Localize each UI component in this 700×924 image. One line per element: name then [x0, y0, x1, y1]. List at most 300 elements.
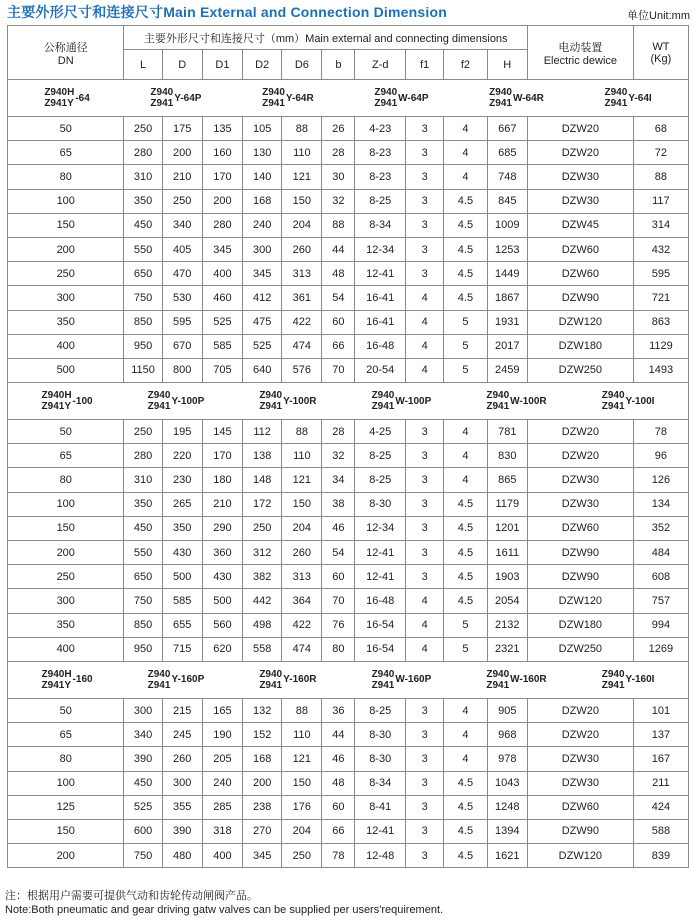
table-cell: 750 [124, 589, 162, 613]
table-cell: 412 [243, 286, 282, 310]
table-cell: 138 [243, 444, 282, 468]
table-row [8, 747, 689, 771]
table-row [8, 795, 689, 819]
table-cell: 3 [406, 468, 444, 492]
table-cell: 313 [282, 262, 322, 286]
table-cell: 117 [633, 189, 688, 213]
model-label: Z940 Z941 W-160P [371, 668, 432, 691]
table-cell: 3 [406, 565, 444, 589]
table-cell: 4.5 [444, 516, 487, 540]
table-row [8, 565, 689, 589]
table-cell: 845 [487, 189, 527, 213]
table-cell: 474 [282, 334, 322, 358]
table-row [8, 589, 689, 613]
table-cell: DZW30 [527, 165, 633, 189]
table-cell: DZW30 [527, 771, 633, 795]
table-cell: 8-25 [355, 444, 406, 468]
table-cell: 168 [243, 747, 282, 771]
table-cell: 4.5 [444, 589, 487, 613]
table-row [8, 141, 689, 165]
table-cell: 345 [243, 844, 282, 868]
table-row [8, 819, 689, 843]
table-cell: 905 [487, 698, 527, 722]
table-cell: 8-34 [355, 771, 406, 795]
table-cell: 430 [162, 541, 202, 565]
table-cell: DZW20 [527, 723, 633, 747]
table-cell: 60 [322, 565, 355, 589]
table-cell: 450 [124, 516, 162, 540]
table-cell: 211 [633, 771, 688, 795]
table-cell: DZW250 [527, 358, 633, 382]
table-row [8, 334, 689, 358]
model-label: Z940 Z941 W-64P [374, 87, 429, 109]
table-cell: 250 [282, 844, 322, 868]
table-cell: DZW180 [527, 613, 633, 637]
table-cell: 4 [406, 334, 444, 358]
table-cell: 350 [8, 613, 124, 637]
table-cell: 72 [633, 141, 688, 165]
table-cell: 105 [243, 117, 282, 141]
table-cell: 148 [243, 468, 282, 492]
table-cell: 280 [124, 141, 162, 165]
table-cell: 2132 [487, 613, 527, 637]
table-cell: 172 [243, 492, 282, 516]
table-cell: 32 [322, 444, 355, 468]
table-cell: 54 [322, 286, 355, 310]
table-cell: 442 [243, 589, 282, 613]
table-cell: 3 [406, 237, 444, 261]
table-cell: 595 [633, 262, 688, 286]
table-cell: DZW30 [527, 747, 633, 771]
table-row [8, 771, 689, 795]
table-cell: 12-41 [355, 565, 406, 589]
table-cell: 1493 [633, 358, 688, 382]
table-cell: 240 [202, 771, 242, 795]
table-cell: 3 [406, 771, 444, 795]
table-row [8, 698, 689, 722]
table-cell: 170 [202, 444, 242, 468]
table-cell: 76 [322, 613, 355, 637]
model-label: Z940H Z941Y -100 [41, 390, 93, 413]
table-cell: DZW20 [527, 698, 633, 722]
table-cell: 3 [406, 698, 444, 722]
table-cell: 210 [162, 165, 202, 189]
table-cell: 705 [202, 358, 242, 382]
table-cell: 300 [162, 771, 202, 795]
table-cell: 3 [406, 189, 444, 213]
table-cell: 204 [282, 213, 322, 237]
table-cell: 1248 [487, 795, 527, 819]
table-cell: 28 [322, 420, 355, 444]
table-cell: 355 [162, 795, 202, 819]
table-cell: 2321 [487, 637, 527, 661]
table-cell: 5 [444, 637, 487, 661]
table-cell: 550 [124, 541, 162, 565]
table-cell: 176 [282, 795, 322, 819]
table-cell: 1611 [487, 541, 527, 565]
table-cell: 3 [406, 541, 444, 565]
table-cell: 361 [282, 286, 322, 310]
table-cell: 16-48 [355, 589, 406, 613]
table-cell: 4 [444, 723, 487, 747]
table-cell: 110 [282, 444, 322, 468]
table-cell: 2017 [487, 334, 527, 358]
table-cell: 12-34 [355, 516, 406, 540]
table-cell: 460 [202, 286, 242, 310]
table-cell: 300 [8, 286, 124, 310]
table-cell: 70 [322, 358, 355, 382]
table-cell: DZW120 [527, 310, 633, 334]
table-cell: 65 [8, 141, 124, 165]
table-cell: 16-54 [355, 637, 406, 661]
table-cell: 8-23 [355, 141, 406, 165]
table-row [8, 310, 689, 334]
table-cell: 400 [202, 262, 242, 286]
table-cell: 145 [202, 420, 242, 444]
table-cell: 350 [162, 516, 202, 540]
dimension-table [7, 25, 689, 868]
table-cell: 167 [633, 747, 688, 771]
table-cell: DZW60 [527, 516, 633, 540]
table-cell: 16-48 [355, 334, 406, 358]
model-label: Z940 Z941 Y-100R [259, 390, 317, 413]
table-cell: 422 [282, 310, 322, 334]
table-cell: 180 [202, 468, 242, 492]
table-cell: 422 [282, 613, 322, 637]
table-cell: 3 [406, 262, 444, 286]
col-header: D6 [282, 50, 322, 80]
table-cell: 750 [124, 844, 162, 868]
table-cell: 44 [322, 723, 355, 747]
table-cell: 4.5 [444, 189, 487, 213]
table-cell: 3 [406, 844, 444, 868]
table-cell: 560 [202, 613, 242, 637]
table-cell: 498 [243, 613, 282, 637]
table-cell: 480 [162, 844, 202, 868]
model-label: Z940H Z941Y -64 [44, 87, 90, 109]
table-body [8, 80, 689, 868]
table-cell: 865 [487, 468, 527, 492]
table-cell: 350 [8, 310, 124, 334]
table-row [8, 262, 689, 286]
table-cell: 721 [633, 286, 688, 310]
table-row [8, 444, 689, 468]
table-cell: 60 [322, 795, 355, 819]
table-cell: 204 [282, 819, 322, 843]
table-cell: 608 [633, 565, 688, 589]
table-cell: 210 [202, 492, 242, 516]
table-cell: 8-34 [355, 213, 406, 237]
model-label: Z940 Z941 Y-160P [147, 668, 205, 691]
col-header: f2 [444, 50, 487, 80]
table-cell: 16-41 [355, 310, 406, 334]
table-cell: 405 [162, 237, 202, 261]
group-header-row [8, 383, 689, 420]
table-cell: 280 [124, 444, 162, 468]
table-cell: 585 [202, 334, 242, 358]
table-cell: 200 [8, 237, 124, 261]
table-cell: 285 [202, 795, 242, 819]
table-cell: DZW90 [527, 286, 633, 310]
table-cell: 70 [322, 589, 355, 613]
col-header: Z-d [355, 50, 406, 80]
model-label: Z940H Z941Y -160 [41, 668, 93, 691]
table-cell: 500 [162, 565, 202, 589]
table-cell: 50 [8, 420, 124, 444]
table-cell: 100 [8, 771, 124, 795]
model-labels [8, 661, 689, 698]
table-cell: DZW120 [527, 589, 633, 613]
table-cell: 44 [322, 237, 355, 261]
table-cell: 66 [322, 334, 355, 358]
table-cell: 364 [282, 589, 322, 613]
table-cell: 650 [124, 565, 162, 589]
weight-header: WT (Kg) [633, 26, 688, 80]
table-cell: 140 [243, 165, 282, 189]
table-cell: 80 [8, 165, 124, 189]
table-cell: 200 [202, 189, 242, 213]
table-cell: 16-54 [355, 613, 406, 637]
table-cell: 500 [8, 358, 124, 382]
table-cell: 12-41 [355, 262, 406, 286]
table-cell: 525 [202, 310, 242, 334]
table-cell: 3 [406, 444, 444, 468]
table-cell: 101 [633, 698, 688, 722]
table-cell: 350 [124, 189, 162, 213]
table-cell: 260 [282, 541, 322, 565]
table-cell: 3 [406, 795, 444, 819]
table-cell: 134 [633, 492, 688, 516]
table-row [8, 189, 689, 213]
table-cell: 260 [162, 747, 202, 771]
table-cell: 4-25 [355, 420, 406, 444]
table-cell: DZW90 [527, 541, 633, 565]
table-cell: 150 [282, 771, 322, 795]
table-cell: 60 [322, 310, 355, 334]
table-cell: DZW30 [527, 189, 633, 213]
table-cell: 152 [243, 723, 282, 747]
table-cell: 3 [406, 516, 444, 540]
table-cell: 205 [202, 747, 242, 771]
table-cell: 80 [8, 747, 124, 771]
table-cell: 132 [243, 698, 282, 722]
table-cell: 3 [406, 213, 444, 237]
table-cell: 195 [162, 420, 202, 444]
table-cell: 350 [124, 492, 162, 516]
table-cell: 65 [8, 723, 124, 747]
table-cell: 250 [162, 189, 202, 213]
table-cell: DZW180 [527, 334, 633, 358]
table-cell: 32 [322, 189, 355, 213]
table-cell: 450 [124, 213, 162, 237]
table-cell: 3 [406, 117, 444, 141]
table-cell: 994 [633, 613, 688, 637]
table-cell: 150 [8, 819, 124, 843]
table-cell: 585 [162, 589, 202, 613]
table-cell: 2459 [487, 358, 527, 382]
table-cell: 160 [202, 141, 242, 165]
table-cell: 4 [406, 358, 444, 382]
table-cell: 620 [202, 637, 242, 661]
table-cell: 4.5 [444, 844, 487, 868]
table-cell: 640 [243, 358, 282, 382]
table-cell: 830 [487, 444, 527, 468]
table-cell: 88 [282, 420, 322, 444]
model-label: Z940 Z941 W-100P [371, 390, 432, 413]
table-cell: 220 [162, 444, 202, 468]
table-cell: 12-41 [355, 541, 406, 565]
table-cell: 88 [282, 698, 322, 722]
table-cell: 500 [202, 589, 242, 613]
table-cell: 100 [8, 492, 124, 516]
table-cell: 2054 [487, 589, 527, 613]
table-cell: 4 [406, 589, 444, 613]
table-cell: 250 [124, 420, 162, 444]
table-row [8, 844, 689, 868]
table-cell: 525 [124, 795, 162, 819]
table-cell: 4 [444, 117, 487, 141]
table-cell: 12-41 [355, 819, 406, 843]
table-cell: 250 [8, 565, 124, 589]
table-cell: 839 [633, 844, 688, 868]
table-cell: 54 [322, 541, 355, 565]
table-cell: 88 [282, 117, 322, 141]
table-cell: 1449 [487, 262, 527, 286]
model-label: Z940 Z941 W-64R [489, 87, 544, 109]
model-label: Z940 Z941 Y-160R [259, 668, 317, 691]
table-cell: 175 [162, 117, 202, 141]
table-cell: 8-25 [355, 468, 406, 492]
table-cell: 28 [322, 141, 355, 165]
table-cell: 4.5 [444, 492, 487, 516]
table-cell: 26 [322, 117, 355, 141]
table-cell: DZW250 [527, 637, 633, 661]
table-row [8, 613, 689, 637]
model-label: Z940 Z941 Y-100I [601, 390, 655, 413]
col-header: H [487, 50, 527, 80]
table-cell: 750 [124, 286, 162, 310]
table-cell: 474 [282, 637, 322, 661]
table-cell: 48 [322, 771, 355, 795]
table-cell: 950 [124, 334, 162, 358]
table-row [8, 420, 689, 444]
table-row [8, 468, 689, 492]
table-cell: 110 [282, 723, 322, 747]
table-cell: DZW20 [527, 420, 633, 444]
col-header: D1 [202, 50, 242, 80]
table-cell: 121 [282, 468, 322, 492]
table-cell: 310 [124, 165, 162, 189]
table-cell: 270 [243, 819, 282, 843]
table-cell: 340 [124, 723, 162, 747]
table-cell: 200 [8, 844, 124, 868]
table-cell: DZW20 [527, 117, 633, 141]
col-header: D [162, 50, 202, 80]
table-cell: 382 [243, 565, 282, 589]
table-cell: 4.5 [444, 237, 487, 261]
table-cell: 3 [406, 492, 444, 516]
model-label: Z940 Z941 Y-64P [150, 87, 202, 109]
table-cell: DZW20 [527, 444, 633, 468]
model-label: Z940 Z941 Y-64I [604, 87, 652, 109]
model-label: Z940 Z941 W-100R [486, 390, 547, 413]
table-cell: 250 [8, 262, 124, 286]
table-cell: 3 [406, 819, 444, 843]
table-cell: 36 [322, 698, 355, 722]
table-cell: 125 [8, 795, 124, 819]
table-cell: 250 [124, 117, 162, 141]
table-cell: 576 [282, 358, 322, 382]
table-cell: 8-30 [355, 747, 406, 771]
table-cell: 215 [162, 698, 202, 722]
table-cell: 4.5 [444, 213, 487, 237]
table-cell: 430 [202, 565, 242, 589]
table-cell: 850 [124, 310, 162, 334]
table-cell: 667 [487, 117, 527, 141]
model-label: Z940 Z941 W-160R [486, 668, 547, 691]
table-cell: 290 [202, 516, 242, 540]
table-cell: 4 [444, 141, 487, 165]
table-cell: 4.5 [444, 819, 487, 843]
electric-device-header: 电动装置 Electric dewice [527, 26, 633, 80]
table-cell: 748 [487, 165, 527, 189]
table-cell: 685 [487, 141, 527, 165]
page-title: 主要外形尺寸和连接尺寸Main External and Connection Dimension [7, 4, 447, 20]
table-cell: 65 [8, 444, 124, 468]
dims-header: 主要外形尺寸和连接尺寸（mm）Main external and connecting dimensions [124, 26, 527, 50]
table-cell: 1903 [487, 565, 527, 589]
table-cell: 4 [444, 698, 487, 722]
table-cell: DZW60 [527, 237, 633, 261]
table-row [8, 541, 689, 565]
table-cell: 757 [633, 589, 688, 613]
table-cell: 4.5 [444, 541, 487, 565]
note-cn: 注：根据用户需要可提供气动和齿轮传动闸阀产品。 [5, 890, 258, 902]
note-en: Note:Both pneumatic and gear driving gatw valves can be supplied per users'requirement. [5, 904, 444, 916]
table-cell: 190 [202, 723, 242, 747]
table-cell: 475 [243, 310, 282, 334]
table-cell: 850 [124, 613, 162, 637]
table-cell: DZW120 [527, 844, 633, 868]
table-cell: 715 [162, 637, 202, 661]
header-row-1 [8, 26, 689, 50]
table-row [8, 165, 689, 189]
table-cell: 424 [633, 795, 688, 819]
group-header-row [8, 80, 689, 117]
table-cell: 3 [406, 165, 444, 189]
table-cell: 4 [444, 444, 487, 468]
table-cell: 100 [8, 189, 124, 213]
table-cell: 530 [162, 286, 202, 310]
table-cell: 670 [162, 334, 202, 358]
table-cell: 588 [633, 819, 688, 843]
table-cell: 4 [444, 165, 487, 189]
table-cell: 5 [444, 358, 487, 382]
table-cell: 352 [633, 516, 688, 540]
table-cell: 1931 [487, 310, 527, 334]
col-header: D2 [243, 50, 282, 80]
table-cell: DZW60 [527, 795, 633, 819]
table-cell: DZW90 [527, 819, 633, 843]
table-cell: 450 [124, 771, 162, 795]
table-cell: 400 [8, 334, 124, 358]
table-cell: 340 [162, 213, 202, 237]
model-labels [8, 383, 689, 420]
table-cell: 34 [322, 468, 355, 492]
table-cell: 978 [487, 747, 527, 771]
table-cell: 5 [444, 310, 487, 334]
col-header: f1 [406, 50, 444, 80]
